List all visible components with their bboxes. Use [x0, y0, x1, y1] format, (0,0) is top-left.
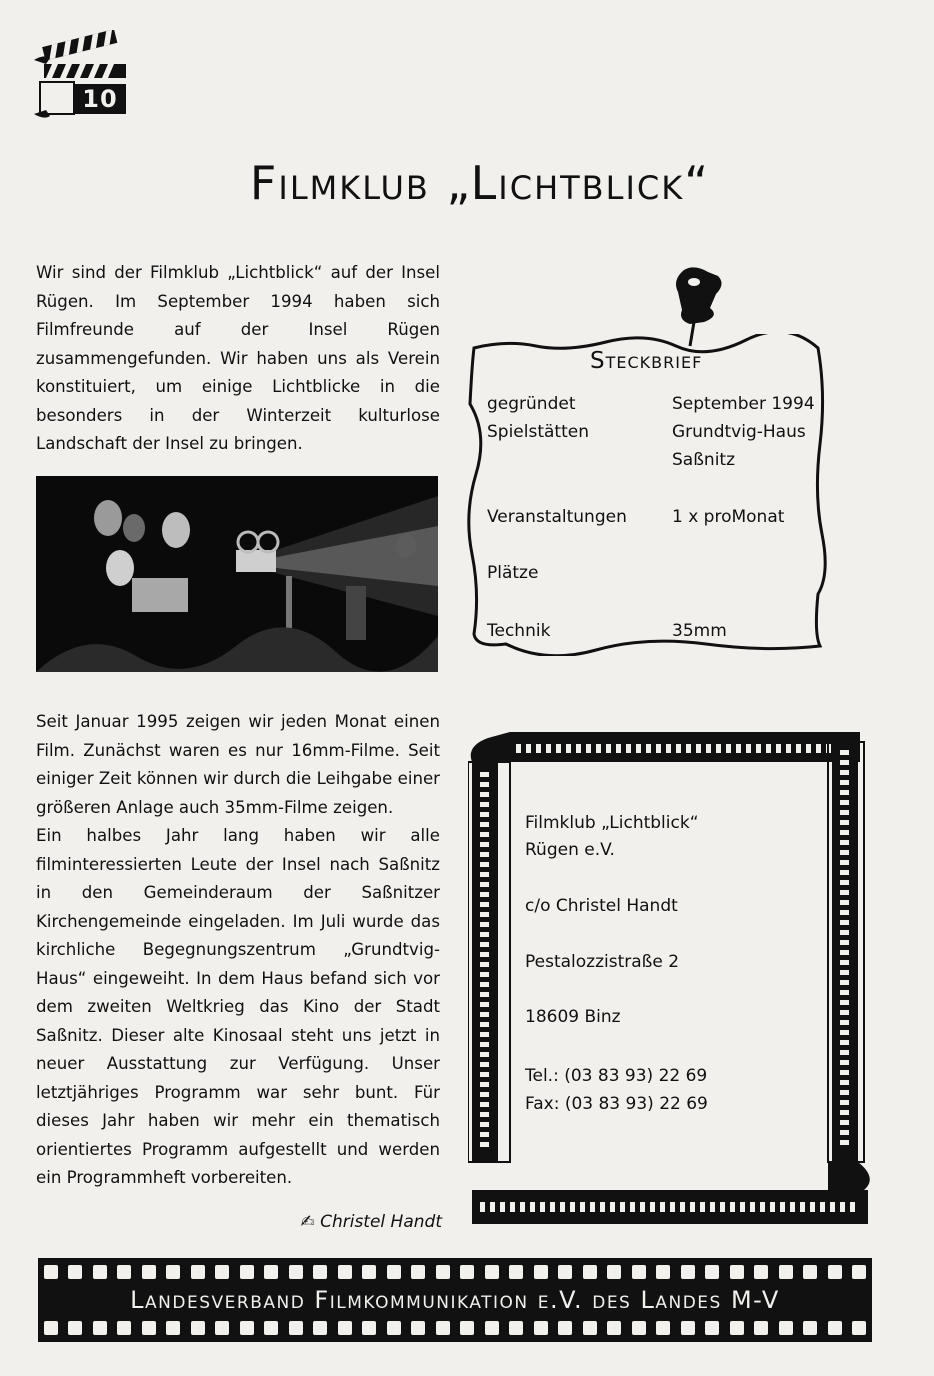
film-sprocket-hole: [690, 1202, 695, 1212]
author-name: Christel Handt: [320, 1212, 442, 1232]
film-sprocket-hole: [480, 1022, 489, 1027]
film-sprocket-hole: [610, 1202, 615, 1212]
film-sprocket-hole: [480, 992, 489, 997]
film-sprocket-hole: [776, 744, 781, 753]
sprocket-hole: [166, 1321, 180, 1335]
film-sprocket-hole: [480, 1072, 489, 1077]
sprocket-hole: [387, 1321, 401, 1335]
film-sprocket-hole: [480, 1092, 489, 1097]
film-sprocket-hole: [840, 980, 849, 985]
address-name-2: Rügen e.V.: [525, 840, 615, 860]
film-sprocket-hole: [816, 744, 821, 753]
sprocket-hole: [852, 1265, 866, 1279]
film-sprocket-hole: [580, 1202, 585, 1212]
film-sprocket-hole: [480, 892, 489, 897]
film-sprocket-hole: [666, 744, 671, 753]
sprocket-hole: [44, 1321, 58, 1335]
film-sprocket-hole: [526, 744, 531, 753]
address-tel: Tel.: (03 83 93) 22 69: [525, 1066, 708, 1086]
film-sprocket-hole: [540, 1202, 545, 1212]
row-label-events: Veranstaltungen: [487, 507, 627, 527]
sprocket-hole: [313, 1321, 327, 1335]
history-paragraph: [36, 708, 440, 1193]
sprocket-hole: [93, 1321, 107, 1335]
sprocket-hole: [215, 1265, 229, 1279]
sprocket-hole: [289, 1321, 303, 1335]
sprocket-hole: [656, 1265, 670, 1279]
film-sprocket-hole: [520, 1202, 525, 1212]
film-sprocket-hole: [480, 882, 489, 887]
sprocket-hole: [705, 1265, 719, 1279]
sprocket-hole: [534, 1321, 548, 1335]
film-sprocket-hole: [840, 970, 849, 975]
film-sprocket-hole: [850, 1202, 855, 1212]
sprocket-hole: [240, 1321, 254, 1335]
address-filmstrip-frame: [468, 732, 878, 1230]
film-sprocket-hole: [480, 1122, 489, 1127]
sprocket-hole: [362, 1321, 376, 1335]
sprocket-hole: [730, 1321, 744, 1335]
sprocket-hole: [338, 1321, 352, 1335]
author-signature: [280, 1212, 442, 1232]
film-sprocket-hole: [480, 962, 489, 967]
film-sprocket-hole: [480, 832, 489, 837]
sprocket-hole: [509, 1321, 523, 1335]
film-sprocket-hole: [480, 1002, 489, 1007]
film-sprocket-hole: [570, 1202, 575, 1212]
sprocket-hole: [705, 1321, 719, 1335]
sprocket-hole: [583, 1321, 597, 1335]
page-number-badge: [30, 30, 130, 130]
sprocket-hole: [485, 1265, 499, 1279]
film-sprocket-hole: [840, 1040, 849, 1045]
film-sprocket-hole: [480, 1042, 489, 1047]
film-sprocket-hole: [510, 1202, 515, 1212]
row-label-seats: Plätze: [487, 563, 539, 583]
film-sprocket-hole: [830, 1202, 835, 1212]
film-sprocket-hole: [536, 744, 541, 753]
address-co: c/o Christel Handt: [525, 896, 678, 916]
film-sprocket-hole: [840, 760, 849, 765]
film-sprocket-hole: [616, 744, 621, 753]
film-sprocket-hole: [840, 1000, 849, 1005]
film-sprocket-hole: [840, 870, 849, 875]
film-sprocket-hole: [840, 840, 849, 845]
history-text-2: Ein halbes Jahr lang haben wir alle filminteressierten Leute der Insel nach Saßnitz in den Gemeinderaum der Saßnitzer Kirchengemeinde eingeladen. Im Juli wurde das kirchliche Begegnungszentrum „Grundtvig-Haus“ eingeweiht. In dem Haus befand sich vor dem zweiten Weltkrieg das Kino der Stadt Saßnitz. Dieser alte Kinosaal steht uns jetzt in neuer Ausstattung zur Verfügung. Unser letztjähriges Programm war sehr bunt. Für dieses Jahr haben wir mehr ein thematisch orientiertes Programm aufgestellt und werden ein Programmheft vorbereiten.: [36, 826, 440, 1187]
sprocket-hole: [313, 1265, 327, 1279]
sprocket-hole: [436, 1321, 450, 1335]
film-sprocket-hole: [630, 1202, 635, 1212]
film-sprocket-hole: [806, 744, 811, 753]
sprocket-hole: [754, 1265, 768, 1279]
sprocket-hole: [44, 1265, 58, 1279]
sprocket-hole: [191, 1321, 205, 1335]
film-sprocket-hole: [480, 842, 489, 847]
film-sprocket-hole: [840, 880, 849, 885]
film-sprocket-hole: [480, 982, 489, 987]
film-sprocket-hole: [516, 744, 521, 753]
sprocket-hole: [828, 1321, 842, 1335]
sprocket-hole: [117, 1321, 131, 1335]
film-sprocket-hole: [840, 1070, 849, 1075]
film-sprocket-hole: [726, 744, 731, 753]
sprocket-hole: [730, 1265, 744, 1279]
sprocket-hole: [68, 1321, 82, 1335]
sprocket-hole: [289, 1265, 303, 1279]
sprocket-hole: [460, 1321, 474, 1335]
sprocket-hole: [779, 1265, 793, 1279]
film-sprocket-hole: [840, 1030, 849, 1035]
film-sprocket-hole: [480, 942, 489, 947]
film-sprocket-hole: [480, 782, 489, 787]
sprocket-hole: [485, 1321, 499, 1335]
film-sprocket-hole: [480, 952, 489, 957]
film-sprocket-hole: [480, 1142, 489, 1147]
sprocket-hole: [411, 1321, 425, 1335]
article-title: Filmklub „Lichtblick“: [249, 156, 711, 210]
film-sprocket-hole: [710, 1202, 715, 1212]
sprocket-hole: [632, 1321, 646, 1335]
film-sprocket-hole: [600, 1202, 605, 1212]
film-sprocket-hole: [840, 940, 849, 945]
steckbrief-title: Steckbrief: [590, 348, 703, 374]
sprocket-hole: [460, 1265, 474, 1279]
row-label-founded: gegründet: [487, 394, 576, 414]
sprocket-hole: [117, 1265, 131, 1279]
address-city: 18609 Binz: [525, 1007, 621, 1027]
film-sprocket-hole: [770, 1202, 775, 1212]
row-value-events: 1 x proMonat: [672, 507, 785, 527]
film-sprocket-hole: [840, 810, 849, 815]
film-sprocket-hole: [840, 800, 849, 805]
footer-organization-name: Landesverband Filmkommunikation e.V. des Landes M-V: [130, 1286, 780, 1314]
sprocket-hole: [754, 1321, 768, 1335]
film-sprocket-hole: [840, 950, 849, 955]
film-sprocket-hole: [590, 1202, 595, 1212]
film-sprocket-hole: [660, 1202, 665, 1212]
sprocket-hole: [656, 1321, 670, 1335]
film-sprocket-hole: [480, 792, 489, 797]
film-sprocket-hole: [840, 1090, 849, 1095]
film-sprocket-hole: [480, 1062, 489, 1067]
film-sprocket-hole: [696, 744, 701, 753]
row-value-venues: Grundtvig-Haus: [672, 422, 806, 442]
film-sprocket-hole: [750, 1202, 755, 1212]
film-sprocket-hole: [480, 822, 489, 827]
sprocket-hole: [264, 1265, 278, 1279]
film-sprocket-hole: [480, 1052, 489, 1057]
history-text-1: Seit Januar 1995 zeigen wir jeden Monat einen Film. Zunächst waren es nur 16mm-Filme. Seit einiger Zeit können wir durch die Leihgabe einer größeren Anlage auch 35mm-Filme zeigen.: [36, 712, 440, 817]
film-sprocket-hole: [840, 1060, 849, 1065]
sprocket-hole: [338, 1265, 352, 1279]
film-sprocket-hole: [530, 1202, 535, 1212]
film-sprocket-hole: [480, 852, 489, 857]
film-sprocket-hole: [840, 1050, 849, 1055]
sprocket-hole: [534, 1265, 548, 1279]
film-sprocket-hole: [840, 1100, 849, 1105]
film-sprocket-hole: [720, 1202, 725, 1212]
sprocket-hole: [142, 1265, 156, 1279]
film-sprocket-hole: [840, 780, 849, 785]
film-sprocket-hole: [480, 912, 489, 917]
film-sprocket-hole: [490, 1202, 495, 1212]
film-sprocket-hole: [480, 1132, 489, 1137]
film-sprocket-hole: [780, 1202, 785, 1212]
film-sprocket-hole: [756, 744, 761, 753]
torn-paper-frame: [466, 334, 828, 656]
sprocket-hole: [803, 1321, 817, 1335]
sprocket-hole: [436, 1265, 450, 1279]
film-sprocket-hole: [556, 744, 561, 753]
sprocket-hole: [607, 1265, 621, 1279]
sprocket-hole: [509, 1265, 523, 1279]
film-sprocket-hole: [480, 872, 489, 877]
film-sprocket-hole: [480, 812, 489, 817]
film-sprocket-hole: [840, 850, 849, 855]
film-sprocket-hole: [500, 1202, 505, 1212]
sprocket-hole: [411, 1265, 425, 1279]
sprocket-hole: [191, 1265, 205, 1279]
film-sprocket-hole: [480, 1112, 489, 1117]
sprocket-hole: [803, 1265, 817, 1279]
pushpin-icon: [664, 266, 728, 348]
film-sprocket-hole: [546, 744, 551, 753]
film-sprocket-hole: [800, 1202, 805, 1212]
film-sprocket-hole: [606, 744, 611, 753]
sprocket-hole: [166, 1265, 180, 1279]
sprocket-hole: [558, 1321, 572, 1335]
sprocket-hole: [362, 1265, 376, 1279]
sprocket-hole: [828, 1265, 842, 1279]
film-sprocket-hole: [840, 820, 849, 825]
film-sprocket-hole: [480, 1202, 485, 1212]
address-fax: Fax: (03 83 93) 22 69: [525, 1094, 708, 1114]
film-sprocket-hole: [766, 744, 771, 753]
film-sprocket-hole: [626, 744, 631, 753]
film-sprocket-hole: [740, 1202, 745, 1212]
film-sprocket-hole: [840, 1110, 849, 1115]
film-sprocket-hole: [480, 772, 489, 777]
film-sprocket-hole: [670, 1202, 675, 1212]
film-sprocket-hole: [686, 744, 691, 753]
film-sprocket-hole: [790, 1202, 795, 1212]
sprocket-hole: [142, 1321, 156, 1335]
film-sprocket-hole: [840, 1130, 849, 1135]
sprocket-hole: [264, 1321, 278, 1335]
sprocket-hole: [558, 1265, 572, 1279]
row-value-founded: September 1994: [672, 394, 815, 414]
intro-paragraph: Wir sind der Filmklub „Lichtblick“ auf der Insel Rügen. Im September 1994 haben sich Filmfreunde auf der Insel Rügen zusammengefunden. Wir haben uns als Verein konstituiert, um einige Lichtblicke in die besonders in der Winterzeit kulturlose Landschaft der Insel zu bringen.: [36, 263, 440, 453]
event-photo: [36, 476, 438, 672]
film-sprocket-hole: [480, 1102, 489, 1107]
film-sprocket-hole: [596, 744, 601, 753]
steckbrief-box: [466, 334, 828, 656]
film-sprocket-hole: [840, 960, 849, 965]
film-sprocket-hole: [700, 1202, 705, 1212]
film-sprocket-hole: [480, 1082, 489, 1087]
projector-photo-image: [36, 476, 438, 672]
sprocket-hole: [681, 1321, 695, 1335]
film-sprocket-hole: [480, 862, 489, 867]
film-sprocket-hole: [620, 1202, 625, 1212]
filmstrip-frame-icon: [468, 732, 878, 1230]
film-sprocket-hole: [736, 744, 741, 753]
film-sprocket-hole: [586, 744, 591, 753]
film-sprocket-hole: [550, 1202, 555, 1212]
film-sprocket-hole: [650, 1202, 655, 1212]
address-name-1: Filmklub „Lichtblick“: [525, 813, 699, 833]
film-sprocket-hole: [480, 972, 489, 977]
writing-hand-icon: ✍: [300, 1212, 321, 1232]
film-clapper-icon: [30, 30, 130, 130]
film-sprocket-hole: [640, 1202, 645, 1212]
film-sprocket-hole: [760, 1202, 765, 1212]
film-sprocket-hole: [786, 744, 791, 753]
film-sprocket-hole: [840, 1140, 849, 1145]
film-sprocket-hole: [840, 990, 849, 995]
film-sprocket-hole: [480, 932, 489, 937]
sprocket-hole: [93, 1265, 107, 1279]
film-sprocket-hole: [840, 900, 849, 905]
row-label-venues: Spielstätten: [487, 422, 589, 442]
row-value-venues-2: Saßnitz: [672, 450, 736, 470]
page-number: 10: [74, 84, 126, 114]
sprocket-hole: [68, 1265, 82, 1279]
film-sprocket-hole: [480, 1012, 489, 1017]
film-sprocket-hole: [840, 830, 849, 835]
row-label-tech: Technik: [487, 621, 551, 641]
film-sprocket-hole: [840, 1080, 849, 1085]
film-sprocket-hole: [576, 744, 581, 753]
sprocket-hole: [779, 1321, 793, 1335]
film-sprocket-hole: [796, 744, 801, 753]
film-sprocket-hole: [706, 744, 711, 753]
sprocket-hole: [852, 1321, 866, 1335]
film-sprocket-hole: [566, 744, 571, 753]
film-sprocket-hole: [480, 922, 489, 927]
film-sprocket-hole: [840, 890, 849, 895]
sprocket-hole: [240, 1265, 254, 1279]
film-sprocket-hole: [840, 1202, 845, 1212]
sprocket-hole: [607, 1321, 621, 1335]
sprocket-hole: [681, 1265, 695, 1279]
sprocket-hole: [215, 1321, 229, 1335]
film-sprocket-hole: [676, 744, 681, 753]
film-sprocket-hole: [480, 802, 489, 807]
film-sprocket-hole: [656, 744, 661, 753]
footer-sprocket-holes-bottom: [44, 1321, 866, 1335]
film-sprocket-hole: [560, 1202, 565, 1212]
film-sprocket-hole: [636, 744, 641, 753]
sprocket-hole: [583, 1265, 597, 1279]
film-sprocket-hole: [840, 1010, 849, 1015]
film-sprocket-hole: [840, 750, 849, 755]
film-sprocket-hole: [840, 1020, 849, 1025]
film-sprocket-hole: [730, 1202, 735, 1212]
film-sprocket-hole: [840, 910, 849, 915]
row-value-tech: 35mm: [672, 621, 727, 641]
film-sprocket-hole: [840, 1120, 849, 1125]
film-sprocket-hole: [840, 790, 849, 795]
film-sprocket-hole: [810, 1202, 815, 1212]
film-sprocket-hole: [480, 1032, 489, 1037]
film-sprocket-hole: [840, 930, 849, 935]
address-street: Pestalozzistraße 2: [525, 952, 680, 972]
film-sprocket-hole: [680, 1202, 685, 1212]
footer-sprocket-holes-top: [44, 1265, 866, 1279]
film-sprocket-hole: [840, 770, 849, 775]
film-sprocket-hole: [840, 860, 849, 865]
film-sprocket-hole: [840, 920, 849, 925]
film-sprocket-hole: [746, 744, 751, 753]
film-sprocket-hole: [480, 902, 489, 907]
sprocket-hole: [387, 1265, 401, 1279]
sprocket-hole: [632, 1265, 646, 1279]
film-sprocket-hole: [716, 744, 721, 753]
footer-filmstrip-banner: [38, 1258, 872, 1342]
film-sprocket-hole: [646, 744, 651, 753]
film-sprocket-hole: [820, 1202, 825, 1212]
